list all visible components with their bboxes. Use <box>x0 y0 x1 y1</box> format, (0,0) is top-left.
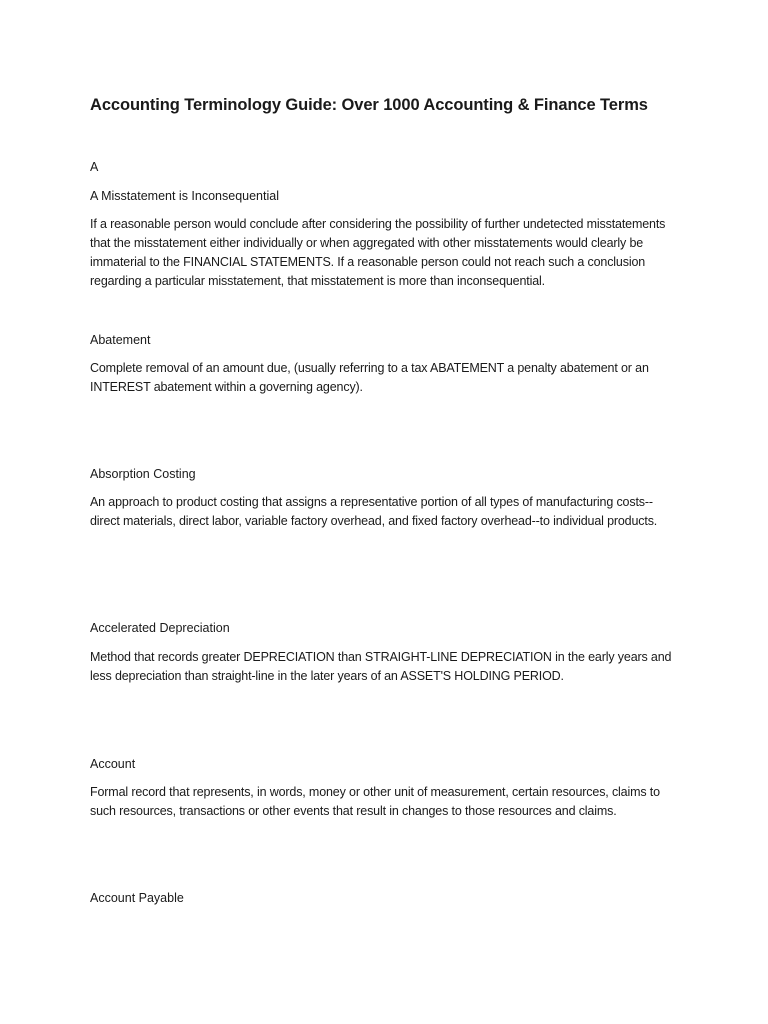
document-title: Accounting Terminology Guide: Over 1000 Accounting & Finance Terms <box>90 96 648 114</box>
section-letter: A <box>90 160 99 174</box>
term-heading: Account Payable <box>90 891 184 905</box>
term-heading: Accelerated Depreciation <box>90 621 230 635</box>
term-heading: Abatement <box>90 333 151 347</box>
term-heading: A Misstatement is Inconsequential <box>90 189 279 203</box>
term-heading: Absorption Costing <box>90 467 196 481</box>
term-definition: An approach to product costing that assigns a representative portion of all types of manufacturing costs--direct materials, direct labor, variable factory overhead, and fixed factory overhead--to individual products. <box>90 495 658 528</box>
term-definition: Complete removal of an amount due, (usually referring to a tax ABATEMENT a penalty abatement or an INTEREST abatement within a governing agency). <box>90 361 649 394</box>
term-definition: Formal record that represents, in words, money or other unit of measurement, certain resources, claims to such resources, transactions or other events that result in changes to those resources and claims. <box>90 785 660 818</box>
term-definition: Method that records greater DEPRECIATION than STRAIGHT-LINE DEPRECIATION in the early years and less depreciation than straight-line in the later years of an ASSET'S HOLDING PERIOD. <box>90 650 672 683</box>
term-heading: Account <box>90 757 136 771</box>
term-definition: If a reasonable person would conclude after considering the possibility of further undetected misstatements that the misstatement either individually or when aggregated with other misstatements would clearly be immaterial to the FINANCIAL STATEMENTS. If a reasonable person could not reach such a conclusion regarding a particular misstatement, that misstatement is more than inconsequential. <box>90 217 666 288</box>
